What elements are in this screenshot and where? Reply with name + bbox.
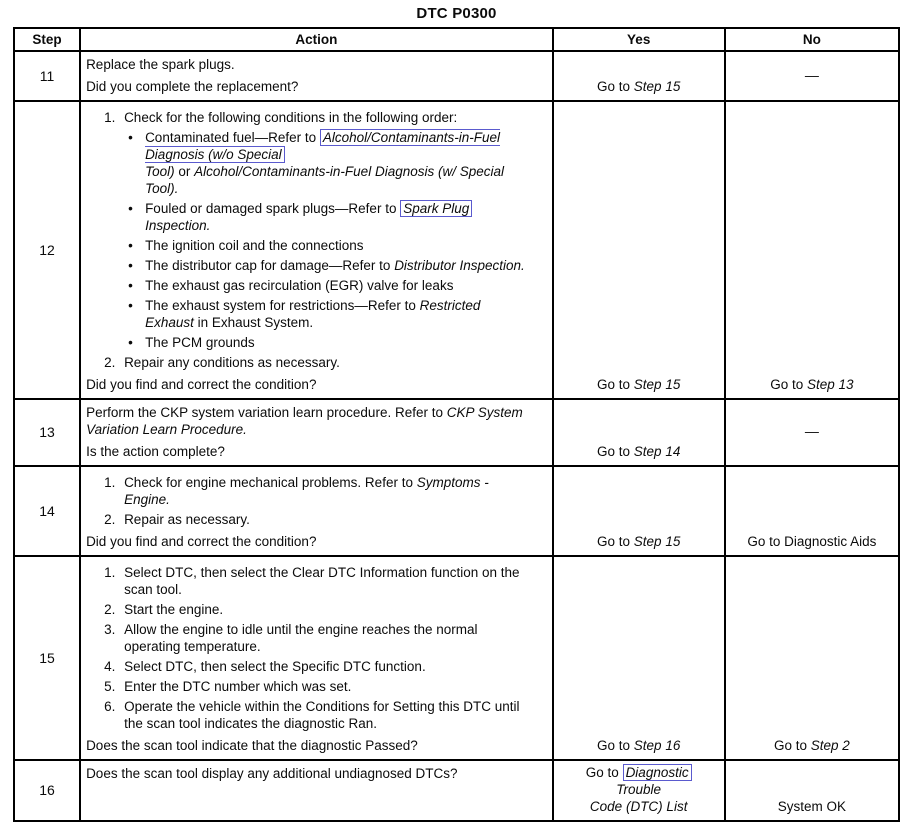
bullet-marker: • — [128, 298, 133, 313]
list-item-text: The exhaust gas recirculation (EGR) valve for leaks — [145, 278, 454, 293]
action-text: Replace the spark plugs. — [86, 57, 235, 72]
text-segment: Trouble — [616, 782, 662, 797]
link-alcohol-contaminants-in-fuel-diagnosis[interactable]: Alcohol/Contaminants-in-Fuel Diagnosis (w/o Special — [145, 130, 500, 162]
dtc-table — [13, 27, 900, 822]
goto-text: Go to — [597, 79, 634, 94]
goto-text: Go to — [597, 534, 634, 549]
list-marker: 5. — [104, 679, 116, 694]
yes-cell — [553, 760, 725, 821]
list-item-text — [124, 474, 530, 508]
no-cell: — — [725, 51, 899, 101]
col-header-step: Step — [14, 28, 80, 51]
list-marker: 1. — [104, 475, 116, 490]
bullet-marker: • — [128, 278, 133, 293]
question-text: Is the action complete? — [86, 444, 225, 459]
list-item-text — [145, 257, 530, 274]
list-item — [104, 511, 530, 528]
table-row-step-12 — [14, 101, 899, 399]
list-item — [104, 474, 530, 508]
list-item — [104, 601, 530, 618]
question-text: Did you complete the replacement? — [86, 79, 299, 94]
step-ref: Step 15 — [633, 79, 681, 94]
text-segment: Tool) — [145, 164, 175, 179]
step-ref: Step 2 — [810, 738, 850, 753]
step-number: 12 — [14, 101, 80, 399]
text-segment: Check for engine mechanical problems. Refer to — [124, 475, 417, 490]
list-item — [128, 200, 530, 234]
list-item — [104, 109, 530, 126]
list-marker: 6. — [104, 699, 116, 714]
text-segment: Fouled or damaged spark plugs—Refer to — [145, 201, 401, 216]
list-marker: 1. — [104, 565, 116, 580]
list-item — [104, 564, 530, 598]
list-item-text: The PCM grounds — [145, 335, 255, 350]
goto-text: Go to — [773, 738, 811, 753]
list-item — [128, 129, 530, 197]
list-item-text — [145, 129, 530, 197]
list-item-text: Start the engine. — [124, 602, 224, 617]
question-text: Did you find and correct the condition? — [86, 534, 317, 549]
bullet-marker: • — [128, 201, 133, 216]
col-header-yes: Yes — [553, 28, 725, 51]
text-segment: Alcohol/Contaminants-in-Fuel Diagnosis (w/ Special Tool). — [145, 164, 504, 196]
action-cell — [80, 399, 553, 466]
table-row-step-13 — [14, 399, 899, 466]
list-item-text: Select DTC, then select the Specific DTC function. — [124, 659, 426, 674]
step-ref: Step 14 — [633, 444, 681, 459]
goto-text: Go to — [597, 738, 634, 753]
no-cell: System OK — [725, 760, 899, 821]
step-number: 13 — [14, 399, 80, 466]
no-cell — [725, 101, 899, 399]
no-cell: — — [725, 399, 899, 466]
list-item — [128, 334, 530, 351]
bullet-marker: • — [128, 238, 133, 253]
list-item — [104, 678, 530, 695]
list-item — [104, 658, 530, 675]
text-segment: CKP System Variation Learn Procedure. — [86, 405, 523, 437]
step-ref: Step 13 — [807, 377, 854, 392]
list-marker: 1. — [104, 110, 116, 125]
col-header-no: No — [725, 28, 899, 51]
text-segment: Symptoms - Engine. — [124, 475, 489, 507]
goto-text: Go to — [770, 377, 807, 392]
yes-cell — [553, 466, 725, 556]
list-item-text: Repair any conditions as necessary. — [124, 355, 340, 370]
link-spark-plug-inspection[interactable]: Spark Plug — [400, 200, 472, 217]
link-diagnostic-trouble-code-list[interactable]: Diagnostic — [623, 764, 692, 781]
list-item-text: Allow the engine to idle until the engine reaches the normal operating temperature. — [124, 622, 478, 654]
text-segment: Exhaust System. — [211, 315, 314, 330]
action-cell — [80, 101, 553, 399]
page-title: DTC P0300 — [416, 5, 497, 22]
list-item — [104, 354, 530, 371]
col-header-action: Action — [80, 28, 553, 51]
bullet-marker: • — [128, 335, 133, 350]
list-marker: 2. — [104, 602, 116, 617]
list-item-text: Enter the DTC number which was set. — [124, 679, 352, 694]
yes-cell — [553, 51, 725, 101]
text-segment: Code (DTC) List — [589, 799, 688, 814]
goto-text: Go to — [597, 377, 634, 392]
text-segment: Restricted Exhaust — [145, 298, 481, 330]
action-cell — [80, 556, 553, 760]
list-marker: 4. — [104, 659, 116, 674]
action-cell — [80, 466, 553, 556]
list-item — [128, 237, 530, 254]
list-item — [104, 698, 530, 732]
question-text: Does the scan tool indicate that the diagnostic Passed? — [86, 738, 418, 753]
bullet-marker: • — [128, 258, 133, 273]
list-marker: 3. — [104, 622, 116, 637]
list-item — [128, 257, 530, 274]
text-segment: in — [193, 315, 212, 330]
action-text — [86, 404, 530, 438]
yes-cell — [553, 556, 725, 760]
text-segment: Contaminated fuel—Refer to — [145, 130, 320, 145]
question-text: Does the scan tool display any additional undiagnosed DTCs? — [86, 766, 458, 781]
bullet-marker: • — [128, 130, 133, 145]
list-item-text: Check for the following conditions in the following order: — [124, 110, 458, 125]
yes-cell — [553, 399, 725, 466]
text-segment: Distributor Inspection. — [394, 258, 525, 273]
table-row-step-11 — [14, 51, 899, 101]
action-cell — [80, 760, 553, 821]
step-number: 11 — [14, 51, 80, 101]
list-item — [104, 621, 530, 655]
goto-text: Go to — [585, 765, 623, 780]
text-segment: The exhaust system for restrictions—Refer to — [145, 298, 420, 313]
question-text: Did you find and correct the condition? — [86, 377, 317, 392]
step-ref: Step 15 — [633, 377, 681, 392]
step-number: 14 — [14, 466, 80, 556]
step-ref: Step 15 — [633, 534, 681, 549]
list-item-text: Repair as necessary. — [124, 512, 250, 527]
list-item-text: Operate the vehicle within the Conditions for Setting this DTC until the scan tool indicates the diagnostic Ran. — [124, 699, 520, 731]
header-row — [14, 28, 899, 51]
list-item-text: Select DTC, then select the Clear DTC Information function on the scan tool. — [124, 565, 520, 597]
action-cell — [80, 51, 553, 101]
list-marker: 2. — [104, 512, 116, 527]
list-item — [128, 277, 530, 294]
text-segment: The distributor cap for damage—Refer to — [145, 258, 395, 273]
text-segment: or — [174, 164, 195, 179]
yes-cell — [553, 101, 725, 399]
table-row-step-15 — [14, 556, 899, 760]
goto-text: Go to — [597, 444, 634, 459]
text-segment: Perform the CKP system variation learn procedure. Refer to — [86, 405, 447, 420]
table-row-step-14 — [14, 466, 899, 556]
step-number: 15 — [14, 556, 80, 760]
list-item — [128, 297, 530, 331]
no-cell — [725, 556, 899, 760]
no-cell: Go to Diagnostic Aids — [725, 466, 899, 556]
step-ref: Step 16 — [633, 738, 681, 753]
step-number: 16 — [14, 760, 80, 821]
list-item-text — [145, 200, 530, 234]
list-item-text — [145, 297, 530, 331]
table-row-step-16 — [14, 760, 899, 821]
list-item-text: The ignition coil and the connections — [145, 238, 364, 253]
list-marker: 2. — [104, 355, 116, 370]
text-segment: Inspection. — [145, 218, 211, 233]
